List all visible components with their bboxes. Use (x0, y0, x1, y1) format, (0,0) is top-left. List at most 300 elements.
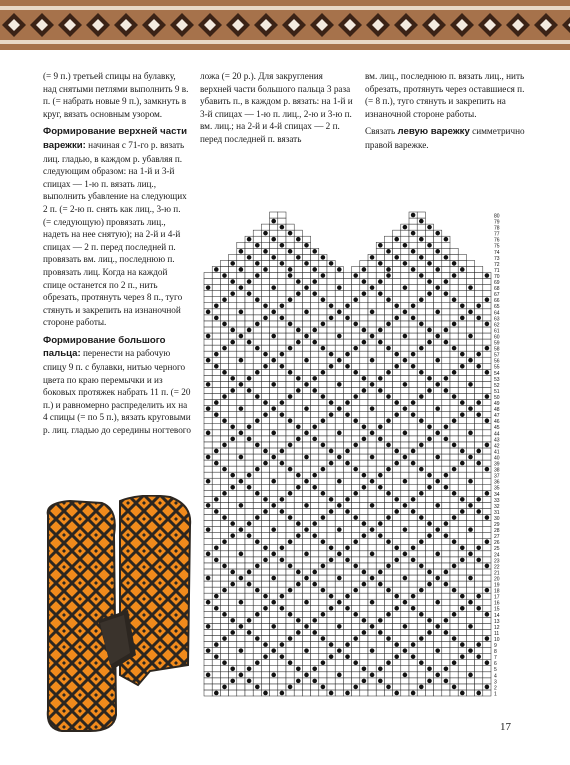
chart-cell (393, 242, 401, 248)
chart-cell (237, 508, 245, 514)
chart-cell (425, 448, 433, 454)
chart-dot (476, 545, 481, 550)
chart-cell (475, 533, 483, 539)
chart-cell (270, 684, 278, 690)
chart-cell (220, 406, 228, 412)
chart-dot (222, 322, 227, 327)
chart-cell (466, 363, 474, 369)
chart-cell (384, 303, 392, 309)
chart-cell (483, 387, 491, 393)
chart-cell (229, 309, 237, 315)
chart-cell (261, 345, 269, 351)
chart-cell (212, 339, 220, 345)
chart-cell (302, 496, 310, 502)
chart-dot (214, 412, 219, 417)
chart-cell (270, 678, 278, 684)
chart-cell (278, 424, 286, 430)
chart-cell (475, 424, 483, 430)
chart-cell (401, 460, 409, 466)
chart-dot (239, 431, 244, 436)
chart-dot (353, 322, 358, 327)
chart-dot (214, 449, 219, 454)
chart-cell (376, 599, 384, 605)
chart-cell (204, 666, 212, 672)
chart-dot (435, 479, 440, 484)
chart-cell (286, 569, 294, 575)
chart-cell (458, 490, 466, 496)
chart-dot (329, 449, 334, 454)
chart-cell (458, 387, 466, 393)
chart-cell (458, 375, 466, 381)
chart-dot (288, 588, 293, 593)
chart-dot (280, 545, 285, 550)
chart-cell (368, 279, 376, 285)
chart-dot (288, 612, 293, 617)
chart-cell (343, 648, 351, 654)
row-number: 60 (494, 334, 500, 341)
chart-cell (237, 242, 245, 248)
chart-cell (245, 430, 253, 436)
chart-cell (212, 672, 220, 678)
chart-cell (425, 684, 433, 690)
chart-cell (212, 291, 220, 297)
chart-cell (352, 266, 360, 272)
chart-cell (327, 515, 335, 521)
chart-cell (368, 484, 376, 490)
chart-cell (466, 460, 474, 466)
chart-dot (288, 539, 293, 544)
chart-cell (360, 551, 368, 557)
chart-cell (343, 273, 351, 279)
chart-dot (460, 509, 465, 514)
chart-dot (271, 455, 276, 460)
chart-cell (294, 297, 302, 303)
chart-cell (425, 285, 433, 291)
chart-dot (304, 431, 309, 436)
row-number: 51 (494, 388, 500, 395)
chart-dot (337, 503, 342, 508)
chart-cell (483, 666, 491, 672)
chart-dot (427, 485, 432, 490)
chart-cell (319, 351, 327, 357)
chart-cell (286, 629, 294, 635)
chart-cell (442, 406, 450, 412)
chart-cell (360, 575, 368, 581)
chart-dot (312, 521, 317, 526)
chart-cell (466, 303, 474, 309)
chart-cell (458, 648, 466, 654)
chart-dot (378, 376, 383, 381)
chart-dot (214, 352, 219, 357)
chart-cell (409, 345, 417, 351)
chart-cell (393, 248, 401, 254)
chart-cell (434, 424, 442, 430)
chart-cell (425, 502, 433, 508)
chart-cell (417, 484, 425, 490)
chart-cell (343, 599, 351, 605)
chart-cell (393, 424, 401, 430)
chart-dot (247, 618, 252, 623)
chart-cell (261, 357, 269, 363)
chart-cell (458, 599, 466, 605)
chart-cell (352, 593, 360, 599)
chart-cell (450, 266, 458, 272)
chart-dot (230, 376, 235, 381)
chart-dot (312, 485, 317, 490)
row-number: 30 (494, 515, 500, 522)
chart-dot (345, 364, 350, 369)
chart-cell (425, 248, 433, 254)
chart-cell (302, 248, 310, 254)
chart-cell (401, 448, 409, 454)
chart-cell (475, 648, 483, 654)
chart-dot (206, 576, 211, 581)
chart-dot (353, 588, 358, 593)
chart-cell (483, 581, 491, 587)
chart-cell (466, 654, 474, 660)
chart-cell (442, 684, 450, 690)
chart-cell (327, 666, 335, 672)
chart-cell (245, 273, 253, 279)
chart-cell (311, 357, 319, 363)
chart-cell (466, 521, 474, 527)
chart-cell (294, 230, 302, 236)
chart-cell (466, 369, 474, 375)
chart-cell (278, 551, 286, 557)
chart-cell (237, 297, 245, 303)
chart-cell (229, 642, 237, 648)
chart-cell (204, 345, 212, 351)
chart-cell (311, 654, 319, 660)
chart-cell (261, 666, 269, 672)
chart-cell (466, 291, 474, 297)
chart-cell (401, 515, 409, 521)
chart-cell (417, 412, 425, 418)
chart-dot (394, 352, 399, 357)
chart-dot (403, 503, 408, 508)
chart-dot (329, 316, 334, 321)
chart-cell (417, 309, 425, 315)
chart-cell (294, 551, 302, 557)
chart-cell (343, 345, 351, 351)
chart-cell (286, 617, 294, 623)
chart-cell (237, 605, 245, 611)
chart-cell (278, 273, 286, 279)
chart-cell (229, 454, 237, 460)
chart-dot (239, 479, 244, 484)
chart-cell (393, 321, 401, 327)
chart-cell (401, 563, 409, 569)
chart-cell (270, 460, 278, 466)
chart-cell (302, 636, 310, 642)
chart-cell (319, 569, 327, 575)
chart-dot (411, 316, 416, 321)
chart-cell (417, 430, 425, 436)
chart-cell (245, 460, 253, 466)
chart-cell (302, 351, 310, 357)
chart-cell (360, 309, 368, 315)
chart-cell (384, 406, 392, 412)
chart-dot (296, 582, 301, 587)
chart-cell (393, 406, 401, 412)
chart-dot (468, 503, 473, 508)
chart-cell (270, 418, 278, 424)
chart-cell (483, 430, 491, 436)
chart-cell (368, 496, 376, 502)
chart-cell (220, 581, 228, 587)
chart-dot (468, 285, 473, 290)
chart-dot (222, 612, 227, 617)
chart-cell (368, 629, 376, 635)
chart-dot (280, 509, 285, 514)
chart-dot (263, 316, 268, 321)
chart-cell (212, 611, 220, 617)
chart-cell (360, 333, 368, 339)
chart-cell (425, 654, 433, 660)
chart-dot (304, 624, 309, 629)
chart-cell (425, 490, 433, 496)
chart-dot (411, 691, 416, 696)
chart-cell (220, 599, 228, 605)
row-number: 44 (494, 431, 500, 438)
chart-cell (450, 424, 458, 430)
chart-cell (319, 654, 327, 660)
chart-dot (452, 273, 457, 278)
chart-cell (384, 412, 392, 418)
chart-cell (417, 617, 425, 623)
chart-cell (343, 484, 351, 490)
chart-cell (384, 436, 392, 442)
chart-cell (220, 472, 228, 478)
chart-cell (352, 605, 360, 611)
chart-cell (278, 442, 286, 448)
chart-cell (442, 369, 450, 375)
row-number: 71 (494, 267, 500, 274)
chart-cell (229, 605, 237, 611)
chart-cell (475, 672, 483, 678)
chart-cell (278, 666, 286, 672)
chart-cell (352, 678, 360, 684)
chart-cell (384, 678, 392, 684)
chart-cell (450, 533, 458, 539)
chart-cell (302, 327, 310, 333)
chart-cell (442, 412, 450, 418)
chart-dot (370, 673, 375, 678)
mittens-photo (40, 495, 205, 735)
chart-cell (302, 690, 310, 696)
chart-cell (335, 508, 343, 514)
chart-cell (229, 448, 237, 454)
chart-cell (417, 303, 425, 309)
chart-dot (427, 473, 432, 478)
chart-cell (393, 599, 401, 605)
chart-dot (255, 297, 260, 302)
chart-cell (278, 279, 286, 285)
chart-cell (450, 527, 458, 533)
chart-cell (466, 629, 474, 635)
chart-cell (442, 273, 450, 279)
row-number: 67 (494, 292, 500, 299)
chart-cell (434, 279, 442, 285)
chart-cell (458, 254, 466, 260)
chart-cell (229, 551, 237, 557)
chart-cell (434, 666, 442, 672)
chart-cell (360, 545, 368, 551)
chart-cell (278, 581, 286, 587)
chart-cell (384, 648, 392, 654)
chart-dot (312, 388, 317, 393)
chart-cell (384, 672, 392, 678)
chart-cell (401, 400, 409, 406)
chart-cell (212, 285, 220, 291)
chart-cell (368, 327, 376, 333)
chart-cell (409, 623, 417, 629)
chart-cell (278, 236, 286, 242)
chart-cell (286, 285, 294, 291)
chart-cell (393, 629, 401, 635)
chart-cell (368, 654, 376, 660)
chart-cell (311, 309, 319, 315)
row-number: 56 (494, 358, 500, 365)
chart-dot (312, 473, 317, 478)
chart-cell (278, 369, 286, 375)
chart-cell (335, 557, 343, 563)
chart-cell (302, 587, 310, 593)
chart-cell (360, 357, 368, 363)
chart-dot (485, 297, 490, 302)
chart-cell (384, 593, 392, 599)
chart-cell (270, 321, 278, 327)
chart-cell (376, 442, 384, 448)
chart-dot (468, 673, 473, 678)
chart-cell (229, 654, 237, 660)
chart-cell (434, 460, 442, 466)
row-number: 25 (494, 546, 500, 553)
chart-cell (466, 666, 474, 672)
chart-cell (360, 369, 368, 375)
chart-cell (401, 424, 409, 430)
chart-cell (483, 303, 491, 309)
chart-cell (261, 617, 269, 623)
chart-cell (335, 678, 343, 684)
chart-cell (483, 315, 491, 321)
chart-cell (220, 279, 228, 285)
chart-cell (261, 581, 269, 587)
chart-dot (304, 382, 309, 387)
chart-cell (253, 285, 261, 291)
chart-cell (253, 230, 261, 236)
chart-cell (335, 448, 343, 454)
chart-dot (411, 594, 416, 599)
chart-dot (321, 322, 326, 327)
chart-cell (376, 345, 384, 351)
row-number: 35 (494, 485, 500, 492)
chart-dot (263, 497, 268, 502)
chart-cell (253, 400, 261, 406)
chart-cell (401, 472, 409, 478)
chart-cell (253, 508, 261, 514)
chart-cell (466, 581, 474, 587)
chart-dot (468, 310, 473, 315)
row-number: 48 (494, 407, 500, 414)
chart-dot (296, 485, 301, 490)
chart-cell (393, 521, 401, 527)
chart-cell (204, 448, 212, 454)
chart-dot (427, 328, 432, 333)
chart-dot (214, 654, 219, 659)
chart-cell (458, 623, 466, 629)
chart-cell (253, 533, 261, 539)
chart-cell (425, 230, 433, 236)
chart-dot (386, 443, 391, 448)
chart-cell (311, 648, 319, 654)
chart-cell (237, 387, 245, 393)
chart-dot (403, 243, 408, 248)
chart-cell (302, 508, 310, 514)
chart-cell (434, 533, 442, 539)
chart-cell (352, 327, 360, 333)
chart-dot (362, 291, 367, 296)
chart-cell (393, 375, 401, 381)
chart-dot (370, 576, 375, 581)
chart-cell (278, 502, 286, 508)
chart-cell (417, 424, 425, 430)
chart-cell (319, 448, 327, 454)
chart-cell (434, 242, 442, 248)
chart-cell (220, 285, 228, 291)
chart-cell (409, 327, 417, 333)
chart-cell (360, 448, 368, 454)
chart-cell (220, 412, 228, 418)
chart-cell (204, 472, 212, 478)
chart-cell (376, 684, 384, 690)
chart-cell (204, 636, 212, 642)
chart-cell (294, 690, 302, 696)
chart-dot (403, 552, 408, 557)
chart-cell (425, 623, 433, 629)
chart-dot (230, 485, 235, 490)
chart-dot (362, 473, 367, 478)
chart-cell (253, 309, 261, 315)
chart-dot (353, 394, 358, 399)
chart-cell (204, 484, 212, 490)
chart-cell (286, 557, 294, 563)
chart-cell (286, 599, 294, 605)
chart-cell (393, 381, 401, 387)
chart-dot (386, 249, 391, 254)
chart-cell (327, 266, 335, 272)
chart-cell (401, 557, 409, 563)
chart-cell (409, 551, 417, 557)
chart-cell (237, 448, 245, 454)
chart-dot (444, 388, 449, 393)
chart-cell (483, 406, 491, 412)
chart-cell (442, 545, 450, 551)
chart-cell (270, 563, 278, 569)
chart-cell (335, 412, 343, 418)
chart-dot (353, 612, 358, 617)
chart-cell (294, 648, 302, 654)
chart-cell (434, 563, 442, 569)
chart-cell (434, 690, 442, 696)
chart-dot (222, 346, 227, 351)
chart-cell (450, 672, 458, 678)
chart-cell (343, 394, 351, 400)
chart-dot (444, 666, 449, 671)
chart-cell (376, 273, 384, 279)
chart-cell (311, 406, 319, 412)
chart-cell (475, 569, 483, 575)
